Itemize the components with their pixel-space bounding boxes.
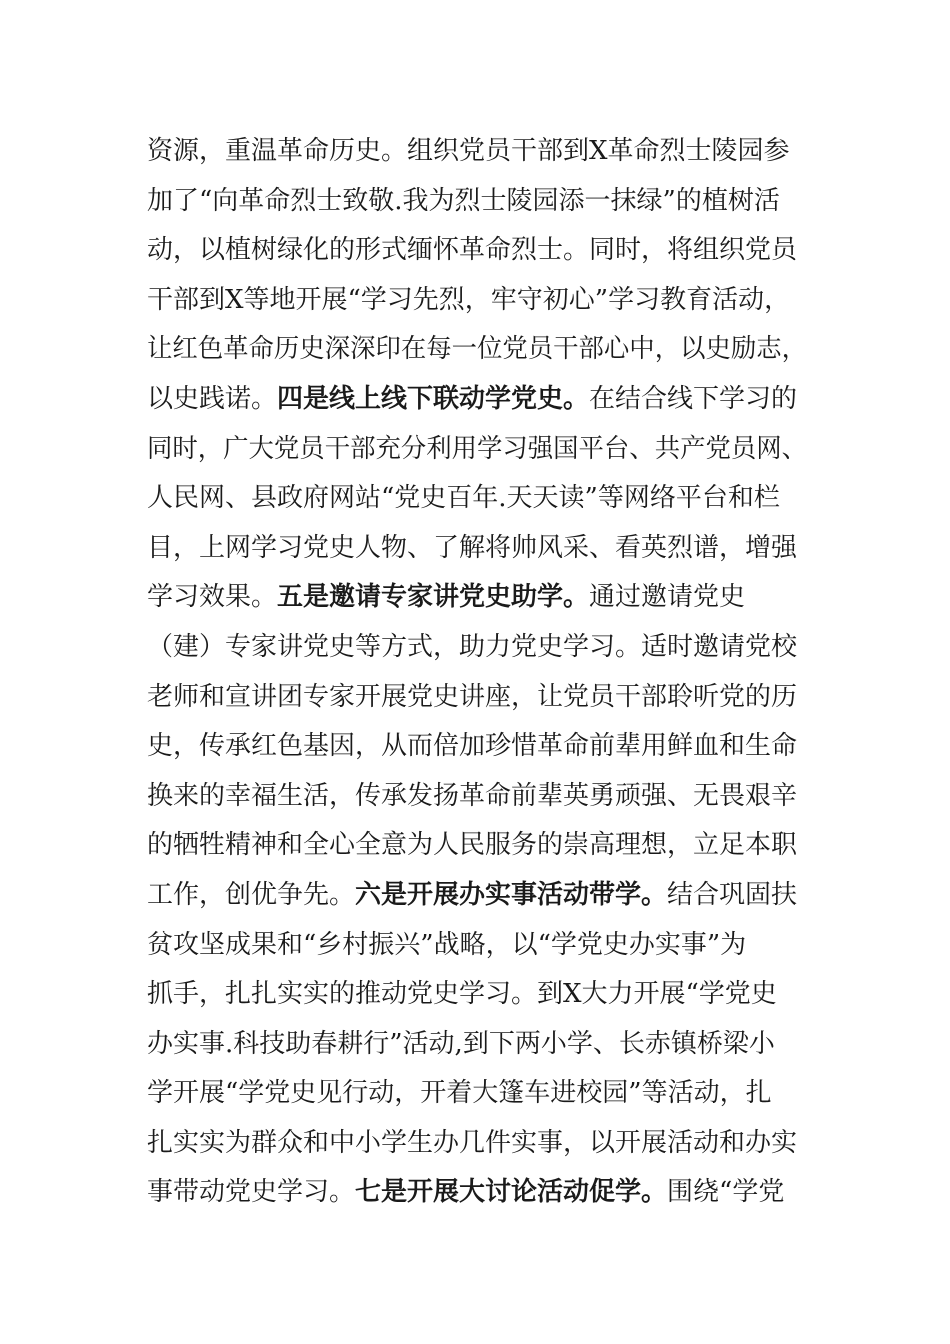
text-line [147,623,807,673]
text-line [147,772,807,822]
text-run: 事带动党史学习。 [147,1177,356,1208]
text-run: 围绕“学党 [667,1177,785,1208]
text-run: 工作，创优争先。 [147,879,356,910]
text-line [147,276,807,326]
text-line [147,573,807,623]
document-body-text [147,127,807,1218]
bold-heading-run: 六是开展办实事活动带学。 [355,879,668,910]
text-run: 让红色革命历史深深印在每一位党员干部心中，以史励志， [147,334,808,365]
text-line [147,425,808,475]
text-run: 人民网、县政府网站“党史百年.天天读”等网络平台和栏 [147,483,780,514]
text-line [147,1119,807,1169]
text-run: 老师和宣讲团专家开展党史讲座，让党员干部聆听党的历 [147,681,798,712]
text-line [147,474,807,524]
text-run: 扎实实为群众和中小学生办几件实事，以开展活动和办实 [147,1127,798,1158]
text-line [147,524,807,574]
text-run: 同时，广大党员干部充分利用学习强国平台、共产党员网、 [147,433,808,464]
bold-heading-run: 四是线上线下联动学党史。 [277,383,590,414]
text-run: 资源，重温革命历史。组织党员干部到X革命烈士陵园参 [147,136,790,166]
text-run: 动，以植树绿化的形式缅怀革命烈士。同时，将组织党员 [147,235,798,266]
text-run: 通过邀请党史 [589,582,746,613]
text-run: 学习效果。 [147,582,278,613]
text-run: 目，上网学习党史人物、了解将帅风采、看英烈谱，增强 [147,532,798,563]
text-line [147,722,807,772]
text-line [147,127,807,177]
text-line [147,177,807,227]
text-run: 的牺牲精神和全心全意为人民服务的崇高理想，立足本职 [147,830,798,861]
text-run: 加了“向革命烈士致敬.我为烈士陵园添一抹绿”的植树活 [147,185,780,216]
text-line [147,673,807,723]
text-run: （建）专家讲党史等方式，助力党史学习。适时邀请党校 [147,631,798,662]
text-line [147,325,808,375]
text-run: 干部到X等地开展“学习先烈，牢守初心”学习教育活动， [147,284,791,315]
text-line [147,871,807,921]
text-line [147,1069,807,1119]
text-run: 办实事.科技助春耕行”活动,到下两小学、长赤镇桥梁小 [147,1028,775,1059]
bold-heading-run: 五是邀请专家讲党史助学。 [277,582,590,613]
text-run: 在结合线下学习的 [589,383,798,414]
text-run: 史，传承红色基因，从而倍加珍惜革命前辈用鲜血和生命 [147,731,798,762]
text-run: 贫攻坚成果和“乡村振兴”战略，以“学党史办实事”为 [147,929,747,960]
text-line [147,921,807,971]
text-line [147,1020,807,1070]
text-line [147,970,807,1020]
text-run: 抓手，扎扎实实的推动党史学习。到X大力开展“学党史 [147,979,777,1010]
text-line [147,375,807,425]
text-line [147,1168,807,1218]
text-run: 以史践诺。 [147,383,278,414]
text-line [147,821,807,871]
text-line [147,226,807,276]
text-run: 换来的幸福生活，传承发扬革命前辈英勇顽强、无畏艰辛 [147,780,798,811]
text-run: 学开展“学党史见行动，开着大篷车进校园”等活动，扎 [147,1078,772,1109]
bold-heading-run: 七是开展大讨论活动促学。 [355,1177,668,1208]
text-run: 结合巩固扶 [667,879,798,910]
